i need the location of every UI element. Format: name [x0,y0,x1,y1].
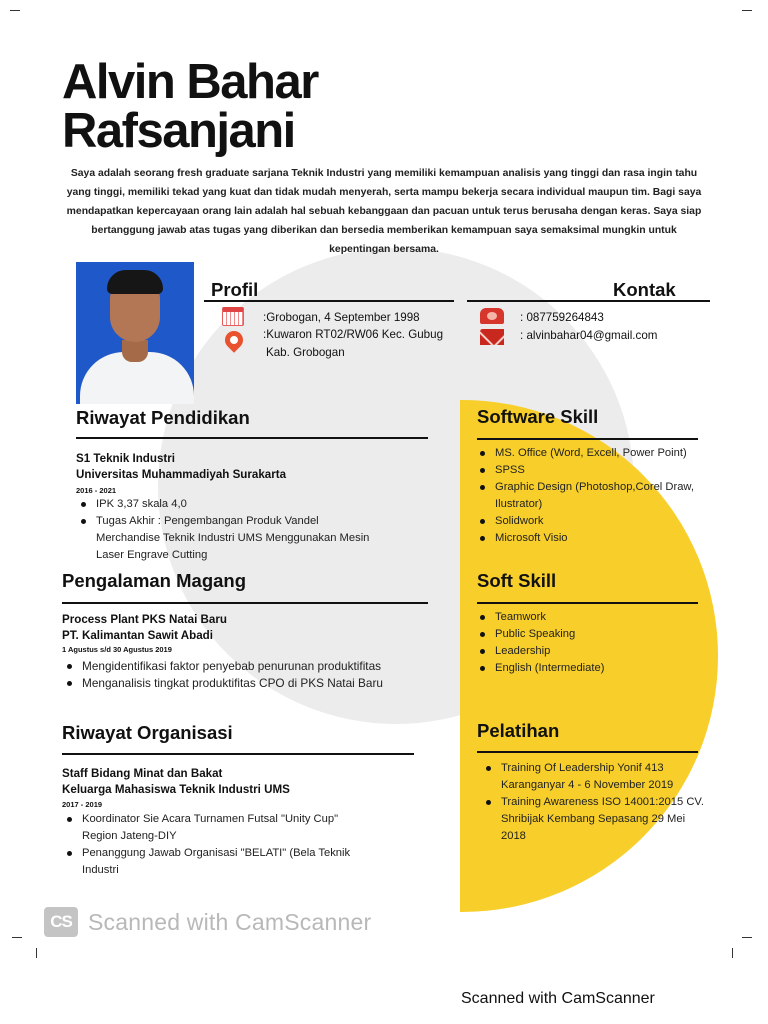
name-line-2: Rafsanjani [62,104,295,158]
software-title: Software Skill [477,406,599,427]
education-bullets [76,496,376,564]
pendidikan-title: Riwayat Pendidikan [76,407,250,428]
birth-info: :Grobogan, 4 September 1998 [263,311,420,324]
list-item: Training Of Leadership Yonif 413 Karanganyar 4 - 6 November 2019 [481,760,706,794]
list-item: Koordinator Sie Acara Turnamen Futsal "Unity Cup" Region Jateng-DIY [62,811,372,845]
phone-icon [480,308,504,324]
magang-rule [62,602,428,604]
list-item: Penanggung Jawab Organisasi "BELATI" (Bela Teknik Industri [62,845,372,879]
watermark-text: Scanned with CamScanner [88,909,372,935]
footer-caption: Scanned with CamScanner [461,990,655,1007]
name-line-1: Alvin Bahar [62,55,318,109]
crop-mark [36,948,37,958]
training-list [481,760,706,845]
organization-name: Keluarga Mahasiswa Teknik Industri UMS [62,783,290,796]
profil-rule [204,300,454,302]
soft-skill-list [475,609,695,677]
internship-role: Process Plant PKS Natai Baru [62,613,227,626]
person-name [62,55,318,158]
list-item: Menganalisis tingkat produktifitas CPO di PKS Natai Baru [62,675,392,692]
list-item: Graphic Design (Photoshop,Corel Draw, Ilustrator) [475,479,705,513]
profile-photo [76,262,194,404]
address-line-1: :Kuwaron RT02/RW06 Kec. Gubug [263,328,444,341]
internship-company: PT. Kalimantan Sawit Abadi [62,629,213,642]
list-item: MS. Office (Word, Excell, Power Point) [475,445,705,462]
software-skill-list [475,445,705,547]
degree: S1 Teknik Industri [76,452,175,465]
pelatihan-title: Pelatihan [477,720,560,741]
calendar-icon [222,307,244,326]
list-item: English (Intermediate) [475,660,695,677]
email-icon [480,329,504,345]
list-item: Teamwork [475,609,695,626]
organisasi-rule [62,753,414,755]
crop-mark [10,10,20,11]
list-item: Mengidentifikasi faktor penyebab penurunan produktifitas [62,658,392,675]
crop-mark [12,937,22,938]
software-rule [477,438,698,440]
kontak-title: Kontak [613,279,676,300]
magang-title: Pengalaman Magang [62,570,247,591]
email-address: : alvinbahar04@gmail.com [520,329,658,342]
profil-title: Profil [211,279,259,300]
soft-skill-title: Soft Skill [477,570,557,591]
internship-period: 1 Agustus s/d 30 Agustus 2019 [62,645,172,654]
phone-number: : 087759264843 [520,311,604,324]
list-item: Tugas Akhir : Pengembangan Produk Vandel Merchandise Teknik Industri UMS Menggunakan Mesin Laser Engrave Cutting [76,513,376,564]
internship-bullets [62,658,392,692]
list-item: Public Speaking [475,626,695,643]
list-item: SPSS [475,462,705,479]
camscanner-logo-icon: CS [44,907,78,937]
address-line-2: Kab. Grobogan [266,346,345,359]
education-period: 2016 - 2021 [76,486,117,495]
list-item: Leadership [475,643,695,660]
list-item: Microsoft Visio [475,530,705,547]
organisasi-title: Riwayat Organisasi [62,722,233,743]
organization-role: Staff Bidang Minat dan Bakat [62,767,223,780]
summary-paragraph: Saya adalah seorang fresh graduate sarjana Teknik Industri yang memiliki kemampuan analisis yang tinggi dan rasa ingin tahu yang tinggi, memiliki tekad yang kuat dan tidak mudah menyerah, serta mampu bekerja secara individual maupun tim. Bagi saya mendapatkan kepercayaan orang lain adalah hal sebuah kebanggaan dan pacuan untuk terus berusaha dengan keras. Saya siap bertanggung jawab atas tugas yang diberikan dan bersedia memberikan kemampuan saya semaksimal mungkin untuk kepentingan bersama. [66,168,702,255]
pendidikan-rule [76,437,428,439]
soft-skill-rule [477,602,698,604]
crop-mark [732,948,733,958]
kontak-rule [467,300,710,302]
organization-period: 2017 - 2019 [62,800,103,809]
crop-mark [742,10,752,11]
organization-bullets [62,811,372,879]
pelatihan-rule [477,751,698,753]
list-item: Solidwork [475,513,705,530]
list-item: Training Awareness ISO 14001:2015 CV. Shribijak Kembang Sepasang 29 Mei 2018 [481,794,706,845]
list-item: IPK 3,37 skala 4,0 [76,496,376,513]
crop-mark [742,937,752,938]
school-name: Universitas Muhammadiyah Surakarta [76,468,287,481]
